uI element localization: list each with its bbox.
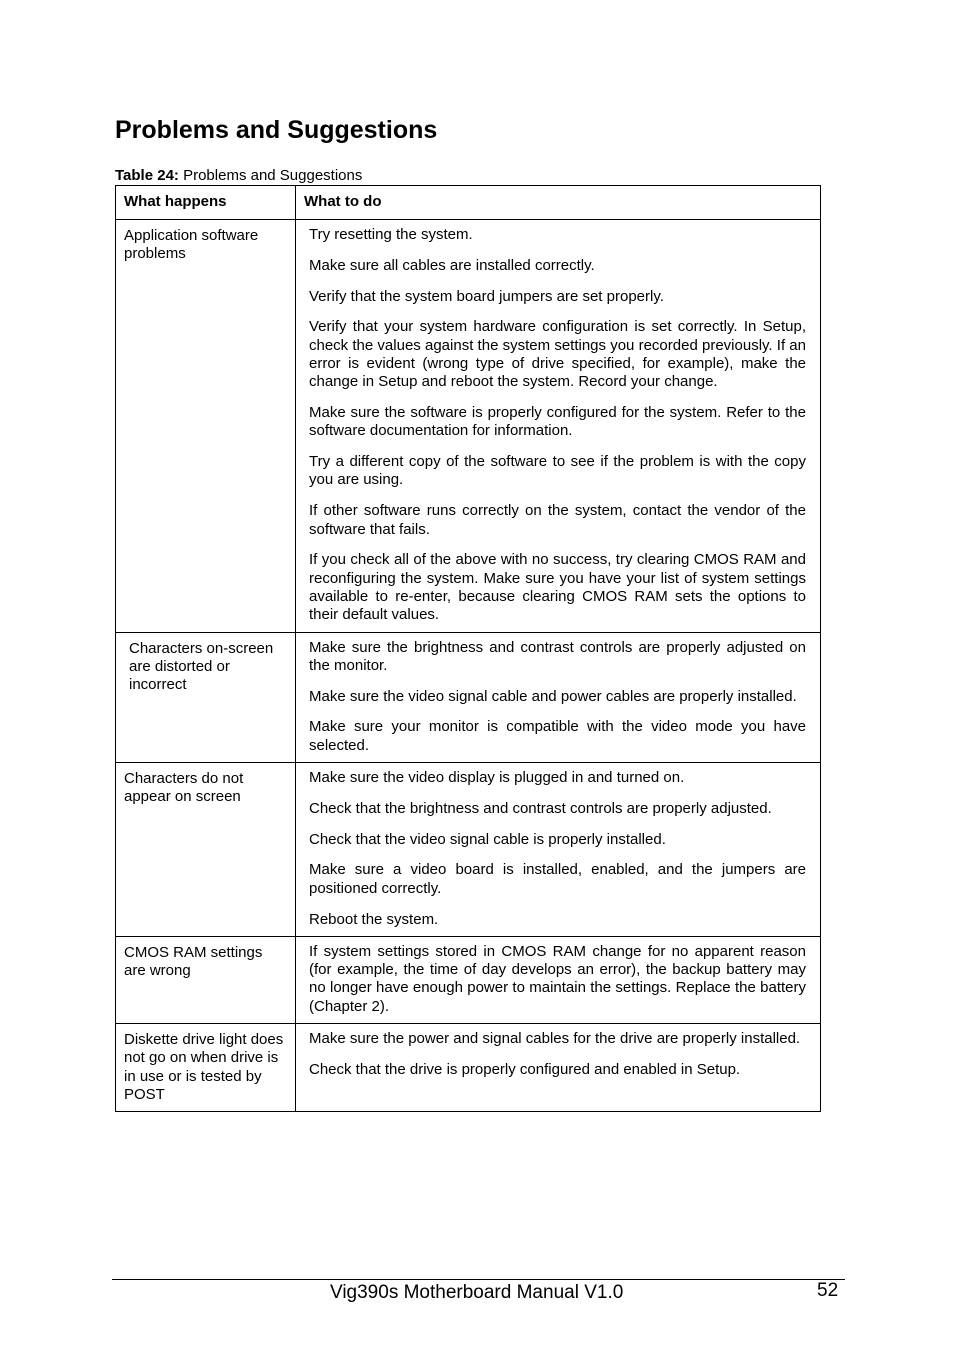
problem-cell: CMOS RAM settings are wrong [116, 936, 296, 1023]
footer-title: Vig390s Motherboard Manual V1.0 [330, 1282, 624, 1303]
problem-cell: Diskette drive light does not go on when drive is in use or is tested by POST [116, 1024, 296, 1112]
suggestion: Verify that your system hardware configuration is set correctly. In Setup, check the values against the system settings you recorded previously. If an error is evident (wrong type of drive specified, for example), make the change in Setup and reboot the system. Record your change. [309, 318, 806, 391]
suggestion: Make sure your monitor is compatible with the video mode you have selected. [309, 718, 806, 754]
suggestion: Make sure the software is properly configured for the system. Refer to the software documentation for information. [309, 404, 806, 440]
suggestion: Make sure all cables are installed correctly. [309, 256, 595, 274]
table-row [116, 763, 821, 937]
page-title: Problems and Suggestions [115, 116, 438, 144]
suggestions-cell [296, 763, 821, 937]
header-what-happens: What happens [116, 186, 296, 220]
suggestion: If you check all of the above with no success, try clearing CMOS RAM and reconfiguring the system. Make sure you have your list of system settings available to re-enter, because clearing CMOS RAM sets the options to their default values. [309, 551, 806, 624]
suggestion: Make sure the video display is plugged in and turned on. [309, 769, 685, 787]
problem-cell: Characters on-screen are distorted or incorrect [116, 632, 296, 762]
table-row [116, 936, 821, 1023]
suggestions-cell [296, 632, 821, 762]
problem-cell: Characters do not appear on screen [116, 763, 296, 937]
table-row [116, 1024, 821, 1112]
problem-cell: Application software problems [116, 220, 296, 633]
table-caption [115, 166, 362, 185]
suggestion: If other software runs correctly on the system, contact the vendor of the software that fails. [309, 502, 806, 538]
suggestion: Check that the video signal cable is properly installed. [309, 830, 666, 848]
table-row [116, 220, 821, 633]
suggestion: Try a different copy of the software to see if the problem is with the copy you are using. [309, 453, 806, 489]
page-number: 52 [817, 1280, 839, 1301]
suggestion: Check that the brightness and contrast controls are properly adjusted. [309, 799, 772, 817]
header-what-to-do: What to do [296, 186, 821, 220]
table-caption-text: Problems and Suggestions [178, 167, 363, 184]
suggestion: Make sure the video signal cable and power cables are properly installed. [309, 687, 797, 705]
problems-table [115, 185, 821, 1112]
suggestions-cell [296, 220, 821, 633]
table-caption-label: Table 24: [115, 167, 179, 184]
suggestion: Make sure a video board is installed, enabled, and the jumpers are positioned correctly. [309, 861, 806, 897]
table-header-row [116, 186, 821, 220]
suggestion: Make sure the brightness and contrast controls are properly adjusted on the monitor. [309, 638, 806, 674]
suggestion: Check that the drive is properly configured and enabled in Setup. [309, 1060, 741, 1078]
suggestion: Try resetting the system. [309, 226, 473, 243]
suggestion: Reboot the system. [309, 910, 439, 928]
suggestion: If system settings stored in CMOS RAM change for no apparent reason (for example, the time of day develops an error), the backup battery may no longer have enough power to maintain the settings. Replace the battery (Chapter 2). [309, 942, 806, 1015]
suggestions-cell [296, 936, 821, 1023]
table-row [116, 632, 821, 762]
suggestion: Verify that the system board jumpers are set properly. [309, 287, 664, 305]
suggestions-cell [296, 1024, 821, 1112]
footer-divider [112, 1279, 845, 1280]
suggestion: Make sure the power and signal cables for the drive are properly installed. [309, 1030, 801, 1047]
